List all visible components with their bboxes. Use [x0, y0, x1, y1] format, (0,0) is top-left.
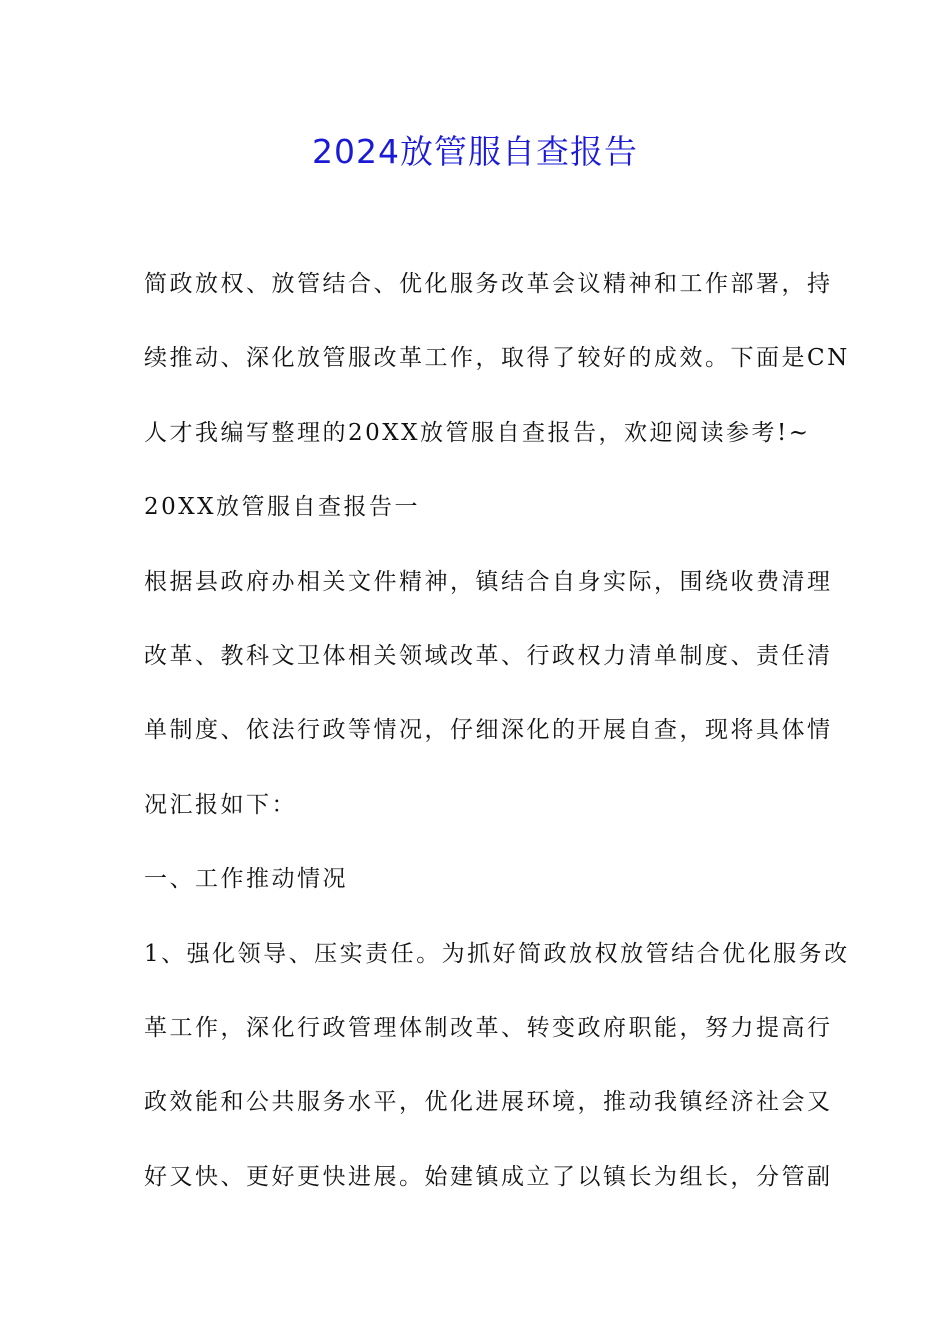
body-line-1: 简政放权、放管结合、优化服务改革会议精神和工作部署，持 [144, 271, 833, 297]
body-line-6: 改革、教科文卫体相关领域改革、行政权力清单制度、责任清 [144, 642, 833, 669]
body-line-10: 1、强化领导、压实责任。为抓好简政放权放管结合优化服务改 [144, 940, 850, 967]
body-line-8: 况汇报如下： [144, 791, 297, 818]
section-heading-work-progress: 一、工作推动情况 [144, 866, 348, 893]
body-line-11: 革工作，深化行政管理体制改革、转变政府职能，努力提高行 [144, 1014, 833, 1041]
body-line-2: 续推动、深化放管服改革工作，取得了较好的成效。下面是CN [144, 345, 850, 372]
body-line-3: 人才我编写整理的20XX放管服自查报告，欢迎阅读参考!~ [144, 419, 811, 446]
body-line-13: 好又快、更好更快进展。始建镇成立了以镇长为组长，分管副 [144, 1163, 833, 1190]
section-heading-report-one: 20XX放管服自查报告一 [144, 494, 421, 521]
body-line-12: 政效能和公共服务水平，优化进展环境，推动我镇经济社会又 [144, 1089, 833, 1116]
body-line-5: 根据县政府办相关文件精神，镇结合自身实际，围绕收费清理 [144, 568, 833, 595]
document-title: 2024放管服自查报告 [312, 132, 638, 171]
body-line-7: 单制度、依法行政等情况，仔细深化的开展自查，现将具体情 [144, 717, 833, 744]
document-body [144, 260, 850, 1227]
